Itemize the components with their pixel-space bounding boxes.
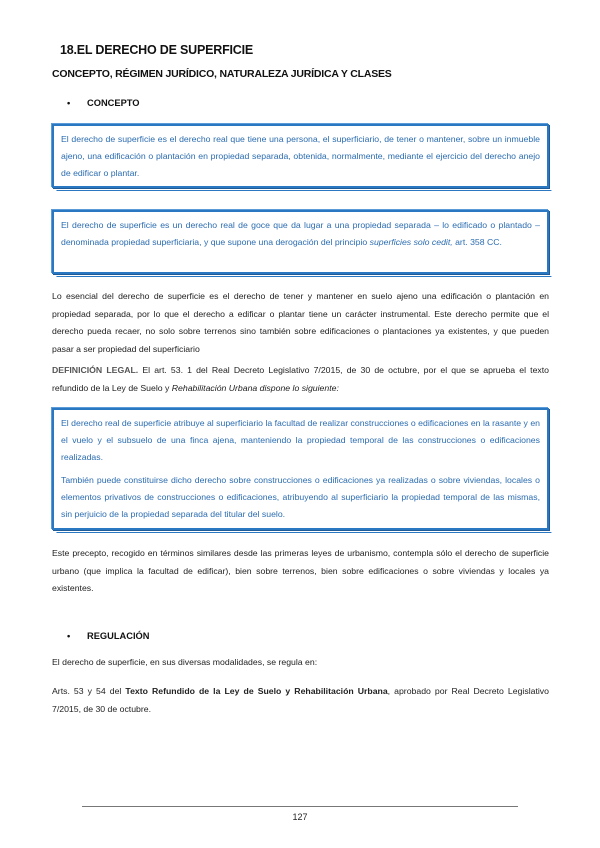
paragraph-legal-definition xyxy=(52,362,549,397)
paragraph-text: Lo esencial del derecho de superficie es el derecho de tener y mantener en suelo ajeno una edificación o plantación en propiedad separada, por lo que el derecho a edificar o plantar tiene un carácter instrumental. Este derecho permite que el derecho pueda recaer, no solo sobre terrenos sino también sobre edificaciones o plantaciones ya existentes, y que pueden pasar a ser propiedad del superficiario xyxy=(52,291,549,354)
box-text-part: El derecho de superficie es un derecho real de goce que da lugar a una propiedad separada – lo edificado o plantado – denominada propiedad superficiaria, y que supone una derogación del principio xyxy=(61,220,540,247)
bullet-icon: • xyxy=(67,631,71,641)
paragraph-text-part: Arts. 53 y 54 del xyxy=(52,686,126,696)
box-text: También puede constituirse dicho derecho sobre construcciones o edificaciones ya realizadas o sobre viviendas, locales o elementos privativos de construcciones o edificaciones, atribuyendo al superficiario la propiedad temporal de las mismas, sin perjuicio de la propiedad separada del titular del suelo. xyxy=(61,475,540,519)
paragraph-regulation-articles xyxy=(52,683,549,718)
chapter-title: 18.EL DERECHO DE SUPERFICIE xyxy=(60,43,254,57)
paragraph-essence xyxy=(52,288,549,358)
bullet-icon: • xyxy=(67,98,71,108)
paragraph-text: El derecho de superficie, en sus diversas modalidades, se regula en: xyxy=(52,657,318,667)
legal-text-box xyxy=(52,408,549,530)
paragraph-text-part: , aprobado por Real Decreto Legislativo 7/2015, de 30 de octubre. xyxy=(52,686,549,714)
paragraph-precept xyxy=(52,545,549,598)
paragraph-text-part: El art. 53. 1 del Real Decreto Legislativo 7/2015, de 30 de octubre, por el que se aprueba el texto refundido de la Ley de Suelo y xyxy=(52,365,550,393)
paragraph-text xyxy=(52,362,549,397)
section-heading-label: REGULACIÓN xyxy=(87,631,150,641)
definition-box-2 xyxy=(52,210,549,274)
paragraph-regulation-intro xyxy=(52,654,549,672)
chapter-subtitle: CONCEPTO, RÉGIMEN JURÍDICO, NATURALEZA JURÍDICA Y CLASES xyxy=(52,68,392,80)
page-number: 127 xyxy=(292,812,308,822)
section-heading-concepto xyxy=(67,98,140,108)
section-heading-label: CONCEPTO xyxy=(87,98,140,108)
footer-divider xyxy=(82,806,518,807)
section-heading-regulacion xyxy=(67,631,150,641)
law-title: Texto Refundido de la Ley de Suelo y Rehabilitación Urbana xyxy=(125,686,388,696)
definition-box-1 xyxy=(52,124,549,188)
paragraph-text-italic: Rehabilitación Urbana dispone lo siguiente: xyxy=(171,382,339,393)
box-text: El derecho de superficie es el derecho real que tiene una persona, el superficiario, de tener o mantener, sobre un inmueble ajeno, una edificación o plantación en propiedad separada, obtenida, normalmente, mediante el ejercicio del derecho anejo de edificar o plantar. xyxy=(61,134,540,178)
box-text xyxy=(61,217,540,251)
box-text-italic: superficies solo cedit, xyxy=(369,237,453,247)
paragraph-text xyxy=(52,683,549,718)
legal-definition-label: DEFINICIÓN LEGAL. xyxy=(52,365,139,375)
box-text-part: art. 358 CC. xyxy=(452,237,502,247)
box-text: El derecho real de superficie atribuye al superficiario la facultad de realizar construcciones o edificaciones en la rasante y en el vuelo y el subsuelo de una finca ajena, manteniendo la propiedad temporal de las construcciones o edificaciones realizadas. xyxy=(61,418,540,462)
paragraph-text: Este precepto, recogido en términos similares desde las primeras leyes de urbanismo, contempla sólo el derecho de superficie urbano (que implica la facultad de edificar), bien sobre terrenos, bien sobre edificaciones o sobre viviendas y locales ya existentes. xyxy=(52,548,549,593)
